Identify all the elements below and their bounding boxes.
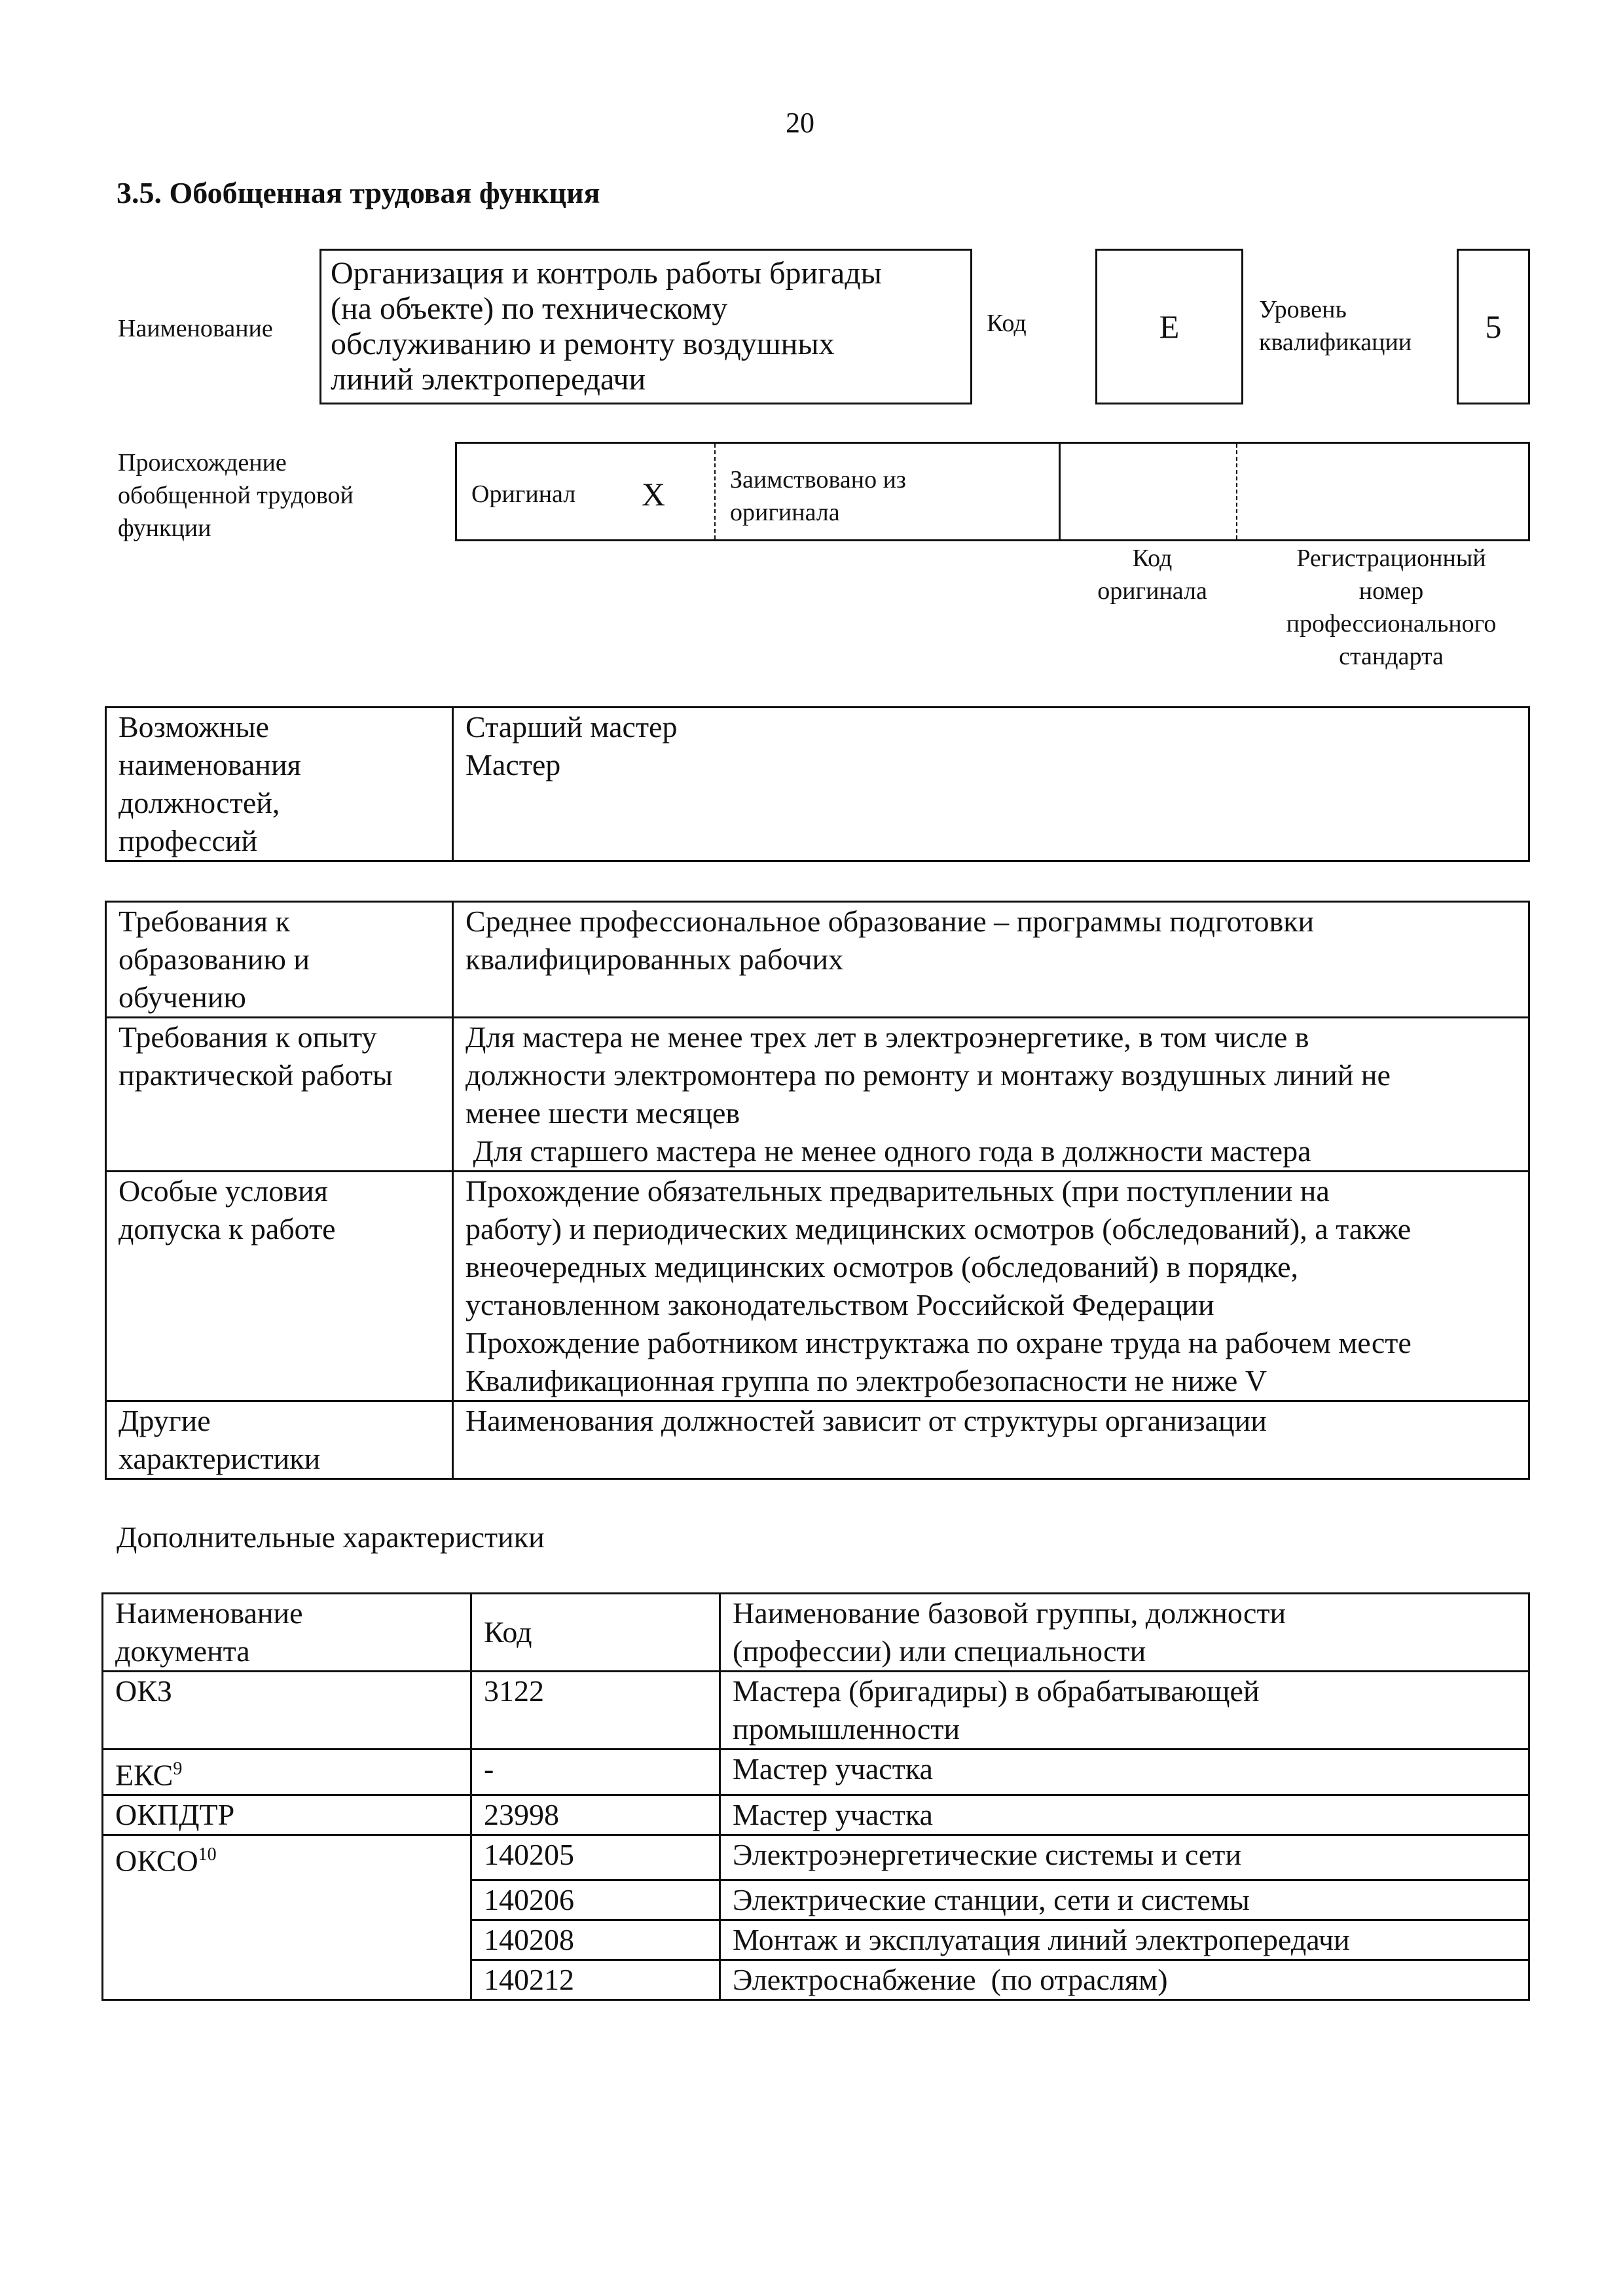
- cell-line: Мастер участка: [733, 1798, 933, 1832]
- code-cell: [471, 1835, 720, 1880]
- header-name: [720, 1594, 1529, 1672]
- origin-table: [455, 442, 1530, 541]
- cell-line: наименования: [119, 748, 301, 781]
- cell-line: образованию и: [119, 942, 310, 976]
- function-name-line: обслуживанию и ремонту воздушных: [331, 327, 835, 361]
- caption-line: профессионального: [1286, 610, 1497, 637]
- origin-label-line: обобщенной трудовой: [118, 482, 354, 509]
- doc-name: ОКЗ: [115, 1674, 172, 1708]
- doc-cell: [103, 1880, 471, 1920]
- code-cell: [471, 1880, 720, 1920]
- cell-line: Требования к: [119, 905, 290, 938]
- caption-line: Код: [1132, 545, 1173, 572]
- cell-line: Электрические станции, сети и системы: [733, 1883, 1250, 1917]
- requirements-table: [105, 901, 1530, 1480]
- doc-cell: [103, 1672, 471, 1749]
- function-name-line: линий электропередачи: [331, 362, 646, 397]
- borrowed-label-line: Заимствовано из: [730, 466, 906, 493]
- header-doc: [103, 1594, 471, 1672]
- table-row: [103, 1672, 1529, 1749]
- cell-line: практической работы: [119, 1058, 393, 1092]
- original-code-caption: [1074, 542, 1231, 607]
- level-value: 5: [1485, 308, 1502, 345]
- code-cell: [471, 1960, 720, 2000]
- cell-line: Монтаж и эксплуатация линий электропередачи: [733, 1923, 1350, 1957]
- code-text: 140206: [484, 1883, 574, 1917]
- cell-line: Другие: [119, 1404, 211, 1437]
- footnote-ref: 9: [173, 1759, 183, 1779]
- table-row: [103, 1920, 1529, 1960]
- cell-line: обучению: [119, 980, 246, 1014]
- section-title: 3.5. Обобщенная трудовая функция: [117, 176, 600, 209]
- name-cell: [720, 1880, 1529, 1920]
- name-cell: [720, 1835, 1529, 1880]
- doc-cell: [103, 1749, 471, 1795]
- code-text: 23998: [484, 1798, 559, 1832]
- cell-line: Старший мастер: [465, 710, 678, 744]
- code-cell: [471, 1749, 720, 1795]
- level-label-line: квалификации: [1259, 329, 1412, 356]
- cell-line: квалифицированных рабочих: [465, 942, 844, 976]
- cell-line: Прохождение обязательных предварительных (при поступлении на: [465, 1174, 1330, 1208]
- cell-line: Наименования должностей зависит от структуры организации: [465, 1404, 1267, 1437]
- cell-line: Возможные: [119, 710, 269, 744]
- cell-line: Прохождение работником инструктажа по охране труда на рабочем месте: [465, 1326, 1412, 1359]
- cell-line: Для мастера не менее трех лет в электроэнергетике, в том числе в: [465, 1020, 1309, 1054]
- table-row: [106, 902, 1529, 1018]
- caption-line: стандарта: [1339, 643, 1444, 670]
- code-value-box: [1095, 249, 1243, 404]
- cell-line: Мастер участка: [733, 1752, 933, 1785]
- origin-borrowed-cell: [716, 444, 1061, 539]
- cell-line: Наименование: [115, 1596, 303, 1630]
- additional-title: Дополнительные характеристики: [117, 1520, 545, 1554]
- cell-line: (профессии) или специальности: [733, 1634, 1146, 1668]
- footnote-ref: 10: [198, 1844, 217, 1865]
- doc-cell: [103, 1835, 471, 1880]
- level-value-box: [1457, 249, 1530, 404]
- name-cell: [720, 1795, 1529, 1835]
- origin-label-line: Происхождение: [118, 449, 287, 476]
- code-cell: [471, 1795, 720, 1835]
- positions-label-cell: [106, 708, 453, 861]
- table-row: [103, 1835, 1529, 1880]
- table-row: [103, 1749, 1529, 1795]
- requirement-value-cell: [453, 1401, 1529, 1479]
- positions-value-cell: [453, 708, 1529, 861]
- name-label: Наименование: [118, 315, 273, 342]
- doc-name: ОКПДТР: [115, 1798, 235, 1832]
- additional-table: [101, 1592, 1530, 2001]
- cell-line: Требования к опыту: [119, 1020, 377, 1054]
- table-row: [103, 1960, 1529, 2000]
- code-text: -: [484, 1752, 494, 1785]
- table-row: [106, 708, 1529, 861]
- cell-line: допуска к работе: [119, 1212, 336, 1246]
- code-text: 140205: [484, 1838, 574, 1872]
- original-label: Оригинал: [471, 480, 576, 508]
- requirement-label-cell: [106, 1401, 453, 1479]
- table-row: [106, 1172, 1529, 1401]
- table-row: [106, 1401, 1529, 1479]
- table-row: [106, 1018, 1529, 1172]
- caption-line: номер: [1359, 577, 1424, 605]
- page-number: 20: [786, 107, 814, 139]
- requirement-label-cell: [106, 1172, 453, 1401]
- doc-cell: [103, 1960, 471, 2000]
- code-text: 3122: [484, 1674, 544, 1708]
- doc-name: ЕКС: [115, 1758, 173, 1792]
- cell-line: установленном законодательством Российской Федерации: [465, 1288, 1214, 1321]
- name-cell: [720, 1920, 1529, 1960]
- name-cell: [720, 1749, 1529, 1795]
- doc-name: ОКСО: [115, 1844, 198, 1878]
- cell-line: Среднее профессиональное образование – программы подготовки: [465, 905, 1315, 938]
- requirement-label-cell: [106, 902, 453, 1018]
- name-cell: [720, 1672, 1529, 1749]
- cell-line: Электроэнергетические системы и сети: [733, 1838, 1241, 1872]
- code-text: 140208: [484, 1923, 574, 1957]
- name-cell: [720, 1960, 1529, 2000]
- positions-table: [105, 706, 1530, 862]
- cell-line: профессий: [119, 824, 258, 857]
- cell-line: должности электромонтера по ремонту и монтажу воздушных линий не: [465, 1058, 1391, 1092]
- caption-line: Регистрационный: [1296, 545, 1486, 572]
- origin-code-cell: [1061, 444, 1237, 539]
- table-row: [103, 1795, 1529, 1835]
- function-name-line: Организация и контроль работы бригады: [331, 256, 882, 291]
- borrowed-label-line: оригинала: [730, 499, 840, 526]
- header-code: [471, 1594, 720, 1672]
- borrowed-label: [730, 463, 906, 529]
- cell-line: Наименование базовой группы, должности: [733, 1596, 1286, 1630]
- code-cell: [471, 1672, 720, 1749]
- requirement-label-cell: [106, 1018, 453, 1172]
- doc-cell: [103, 1795, 471, 1835]
- cell-line: работу) и периодических медицинских осмотров (обследований), а также: [465, 1212, 1412, 1246]
- requirement-value-cell: [453, 902, 1529, 1018]
- level-label: [1259, 293, 1412, 359]
- cell-line: Для старшего мастера не менее одного года в должности мастера: [465, 1134, 1311, 1168]
- code-cell: [471, 1920, 720, 1960]
- table-header-row: [103, 1594, 1529, 1672]
- cell-line: должностей,: [119, 786, 280, 819]
- cell-line: Квалификационная группа по электробезопасности не ниже V: [465, 1364, 1267, 1397]
- cell-line: Электроснабжение (по отраслям): [733, 1963, 1168, 1997]
- origin-original-cell: [457, 444, 716, 539]
- code-value: E: [1159, 308, 1180, 345]
- cell-line: документа: [115, 1634, 250, 1668]
- cell-line: промышленности: [733, 1712, 960, 1746]
- requirement-value-cell: [453, 1018, 1529, 1172]
- code-text: 140212: [484, 1963, 574, 1997]
- reg-number-caption: [1254, 542, 1529, 673]
- code-label: Код: [987, 310, 1027, 337]
- cell-line: характеристики: [119, 1442, 321, 1475]
- cell-line: внеочередных медицинских осмотров (обследований) в порядке,: [465, 1250, 1299, 1283]
- cell-line: Мастера (бригадиры) в обрабатывающей: [733, 1674, 1260, 1708]
- origin-label-line: функции: [118, 514, 211, 542]
- requirement-value-cell: [453, 1172, 1529, 1401]
- caption-line: оригинала: [1097, 577, 1207, 605]
- cell-line: менее шести месяцев: [465, 1096, 740, 1130]
- doc-cell: [103, 1920, 471, 1960]
- function-name-line: (на объекте) по техническому: [331, 291, 728, 326]
- origin-label: [118, 446, 354, 545]
- cell-line: Особые условия: [119, 1174, 328, 1208]
- cell-line: Код: [484, 1615, 532, 1649]
- level-label-line: Уровень: [1259, 296, 1347, 323]
- table-row: [103, 1880, 1529, 1920]
- cell-line: Мастер: [465, 748, 561, 781]
- function-name-box: [319, 249, 972, 404]
- original-mark: X: [642, 476, 666, 512]
